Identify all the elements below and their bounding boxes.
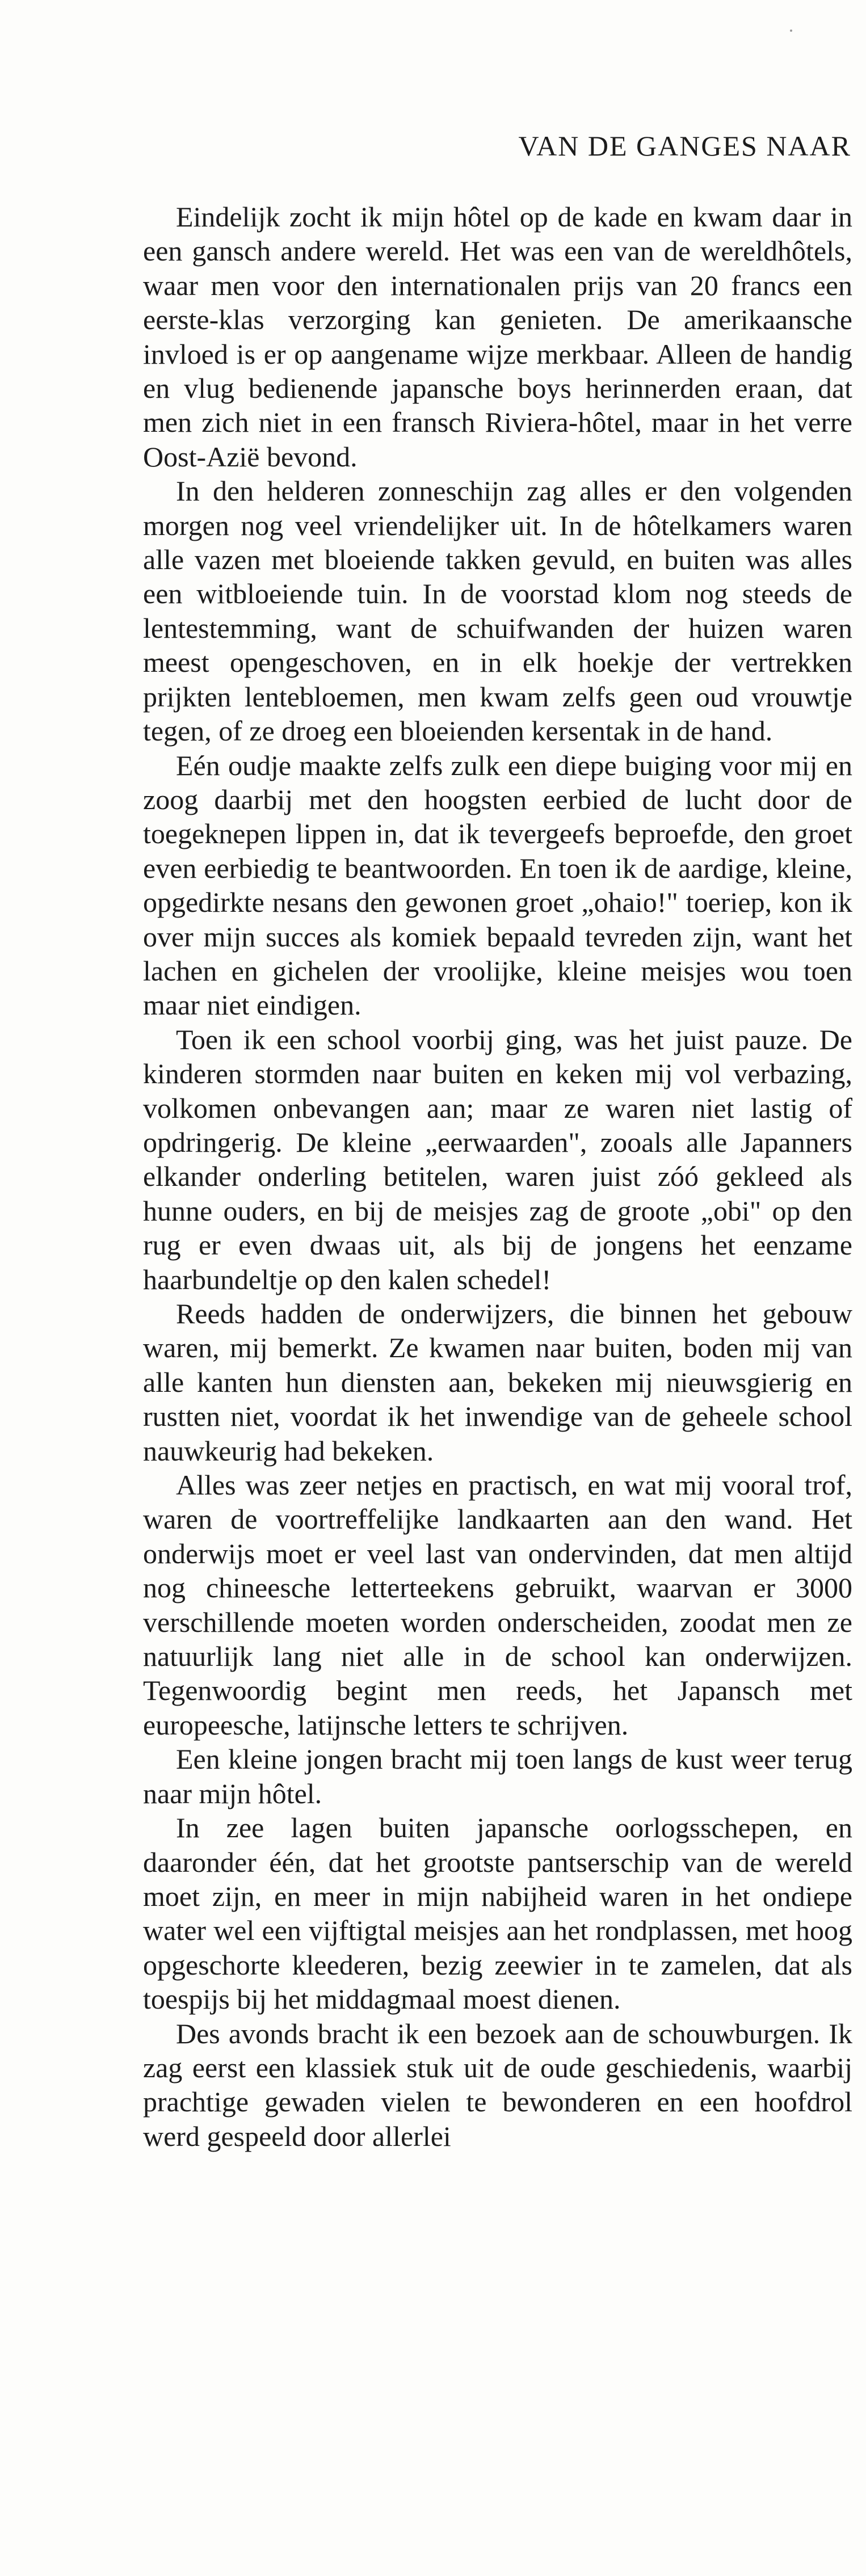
body-text xyxy=(143,200,852,2153)
paragraph: In zee lagen buiten japansche oorlogsschepen, en daaronder één, dat het grootste pantserschip van de wereld moet zijn, en meer in mijn nabijheid waren in het ondiepe water wel een vijftigtal meisjes aan het rondplassen, met hoog opgeschorte kleederen, bezig zeewier in te zamelen, dat als toespijs bij het middagmaal moest dienen. xyxy=(143,1812,852,2015)
paragraph: Een kleine jongen bracht mij toen langs de kust weer terug naar mijn hôtel. xyxy=(143,1743,852,1809)
paper-speck xyxy=(790,30,792,32)
paragraph: In den helderen zonneschijn zag alles er den volgenden morgen nog veel vriendelijker uit. In de hôtelkamers waren alle vazen met bloeiende takken gevuld, en buiten was alles een witbloeiende tuin. In de voorstad klom nog steeds de lentestemming, want de schuifwanden der huizen waren meest opengeschoven, en in elk hoekje der vertrekken prijkten lentebloemen, men kwam zelfs geen oud vrouwtje tegen, of ze droeg een bloeienden kersentak in de hand. xyxy=(143,475,852,747)
paragraph: Eindelijk zocht ik mijn hôtel op de kade en kwam daar in een gansch andere wereld. Het was een van de wereldhôtels, waar men voor den internationalen prijs van 20 francs een eerste-klas verzorging kan genieten. De amerikaansche invloed is er op aangename wijze merkbaar. Alleen de handig en vlug bedienende japansche boys herinnerden eraan, dat men zich niet in een fransch Riviera-hôtel, maar in het verre Oost-Azië bevond. xyxy=(143,201,852,473)
paragraph: Reeds hadden de onderwijzers, die binnen het gebouw waren, mij bemerkt. Ze kwamen naar buiten, boden mij van alle kanten hun diensten aan, bekeken mij nieuwsgierig en rustten niet, voordat ik het inwendige van de geheele school nauwkeurig had bekeken. xyxy=(143,1298,852,1467)
paragraph: Toen ik een school voorbij ging, was het juist pauze. De kinderen stormden naar buiten en keken mij vol verbazing, volkomen onbevangen aan; maar ze waren niet lastig of opdringerig. De kleine „eerwaarden", zooals alle Japanners elkander onderling betitelen, waren juist zóó gekleed als hunne ouders, en bij de meisjes zag de groote „obi" op den rug er even dwaas uit, als bij de jongens het eenzame haarbundeltje op den kalen schedel! xyxy=(143,1023,852,1295)
paragraph: Eén oudje maakte zelfs zulk een diepe buiging voor mij en zoog daarbij met den hoogsten eerbied de lucht door de toegeknepen lippen in, dat ik tevergeefs beproefde, den groet even eerbiedig te beantwoorden. En toen ik de aardige, kleine, opgedirkte nesans den gewonen groet „ohaio!" toeriep, kon ik over mijn succes als komiek bepaald tevreden zijn, want het lachen en gichelen der vroolijke, kleine meisjes wou toen maar niet eindigen. xyxy=(143,749,852,1021)
running-title: VAN DE GANGES NAAR xyxy=(518,130,851,162)
paragraph: Alles was zeer netjes en practisch, en wat mij vooral trof, waren de voortreffelijke landkaarten aan den wand. Het onderwijs moet er veel last van ondervinden, dat men altijd nog chineesche letterteekens gebruikt, waarvan er 3000 verschillende moeten worden onderscheiden, zoodat men ze natuurlijk lang niet alle in de school kan onderwijzen. Tegenwoordig begint men reeds, het Japansch met europeesche, latijnsche letters te schrijven. xyxy=(143,1469,852,1741)
paragraph: Des avonds bracht ik een bezoek aan de schouwburgen. Ik zag eerst een klassiek stuk uit de oude geschiedenis, waarbij prachtige gewaden vielen te bewonderen en een hoofdrol werd gespeeld door allerlei xyxy=(143,2017,852,2152)
